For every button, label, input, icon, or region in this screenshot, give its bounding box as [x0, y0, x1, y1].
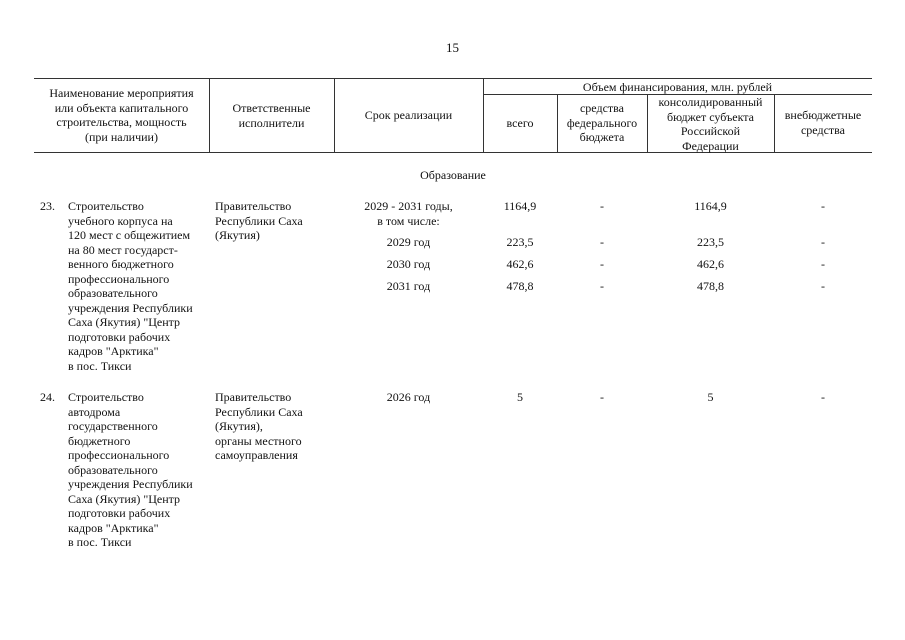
total-cell: 478,8 [506, 279, 534, 293]
page-number: 15 [446, 40, 459, 55]
total-cell: 5 [517, 390, 523, 404]
term-cell: 2030 год [386, 257, 431, 271]
federal-cell: - [600, 279, 604, 293]
section-title: Образование [420, 168, 486, 182]
consolidated-cell: 5 [707, 390, 714, 404]
total-cell: 223,5 [506, 235, 534, 249]
term-cell: 2029 год [386, 235, 431, 249]
row-name: Строительство учебного корпуса на 120 мест с общежитием на 80 мест государст- венного бюджетного профессионального образовательного учреждения Республики Саха (Якутия) "Центр подготовки рабочих кадров "Арктика" в пос. Тикси [68, 199, 193, 373]
header-funding: Объем финансирования, млн. рублей [582, 80, 773, 94]
federal-cell: - [600, 199, 604, 213]
term-cell: 2029 - 2031 годы, в том числе: [364, 199, 453, 228]
consolidated-cell: 223,5 [697, 235, 724, 249]
row-responsible: Правительство Республики Саха (Якутия), органы местного самоуправления [215, 390, 303, 462]
row-number: 23. [40, 199, 55, 213]
term-cell: 2031 год [386, 279, 431, 293]
header-total: всего [506, 116, 534, 130]
offbudget-cell: - [821, 279, 825, 293]
header-federal: средства федерального бюджета [566, 101, 638, 144]
total-cell: 462,6 [506, 257, 534, 271]
offbudget-cell: - [821, 235, 825, 249]
consolidated-cell: 462,6 [697, 257, 724, 271]
total-cell: 1164,9 [503, 199, 537, 213]
federal-cell: - [600, 390, 604, 404]
offbudget-cell: - [821, 257, 825, 271]
header-name: Наименование мероприятия или объекта капитального строительства, мощность (при наличии) [49, 86, 194, 144]
header-term: Срок реализации [364, 108, 453, 122]
consolidated-cell: 478,8 [697, 279, 724, 293]
header-responsible: Ответственные исполнители [232, 101, 311, 130]
row-name: Строительство автодрома государственного бюджетного профессионального образовательного учреждения Республики Саха (Якутия) "Центр подготовки рабочих кадров "Арктика" в пос. Тикси [68, 390, 193, 549]
consolidated-cell: 1164,9 [694, 199, 727, 213]
federal-cell: - [600, 235, 604, 249]
row-number: 24. [40, 390, 55, 404]
row-responsible: Правительство Республики Саха (Якутия) [215, 199, 303, 242]
federal-cell: - [600, 257, 604, 271]
offbudget-cell: - [821, 390, 825, 404]
offbudget-cell: - [821, 199, 825, 213]
header-consolidated: консолидированный бюджет субъекта Российской Федерации [658, 95, 763, 153]
term-cell: 2026 год [386, 390, 431, 404]
header-top-rule [34, 78, 872, 79]
header-offbudget: внебюджетные средства [784, 108, 862, 137]
